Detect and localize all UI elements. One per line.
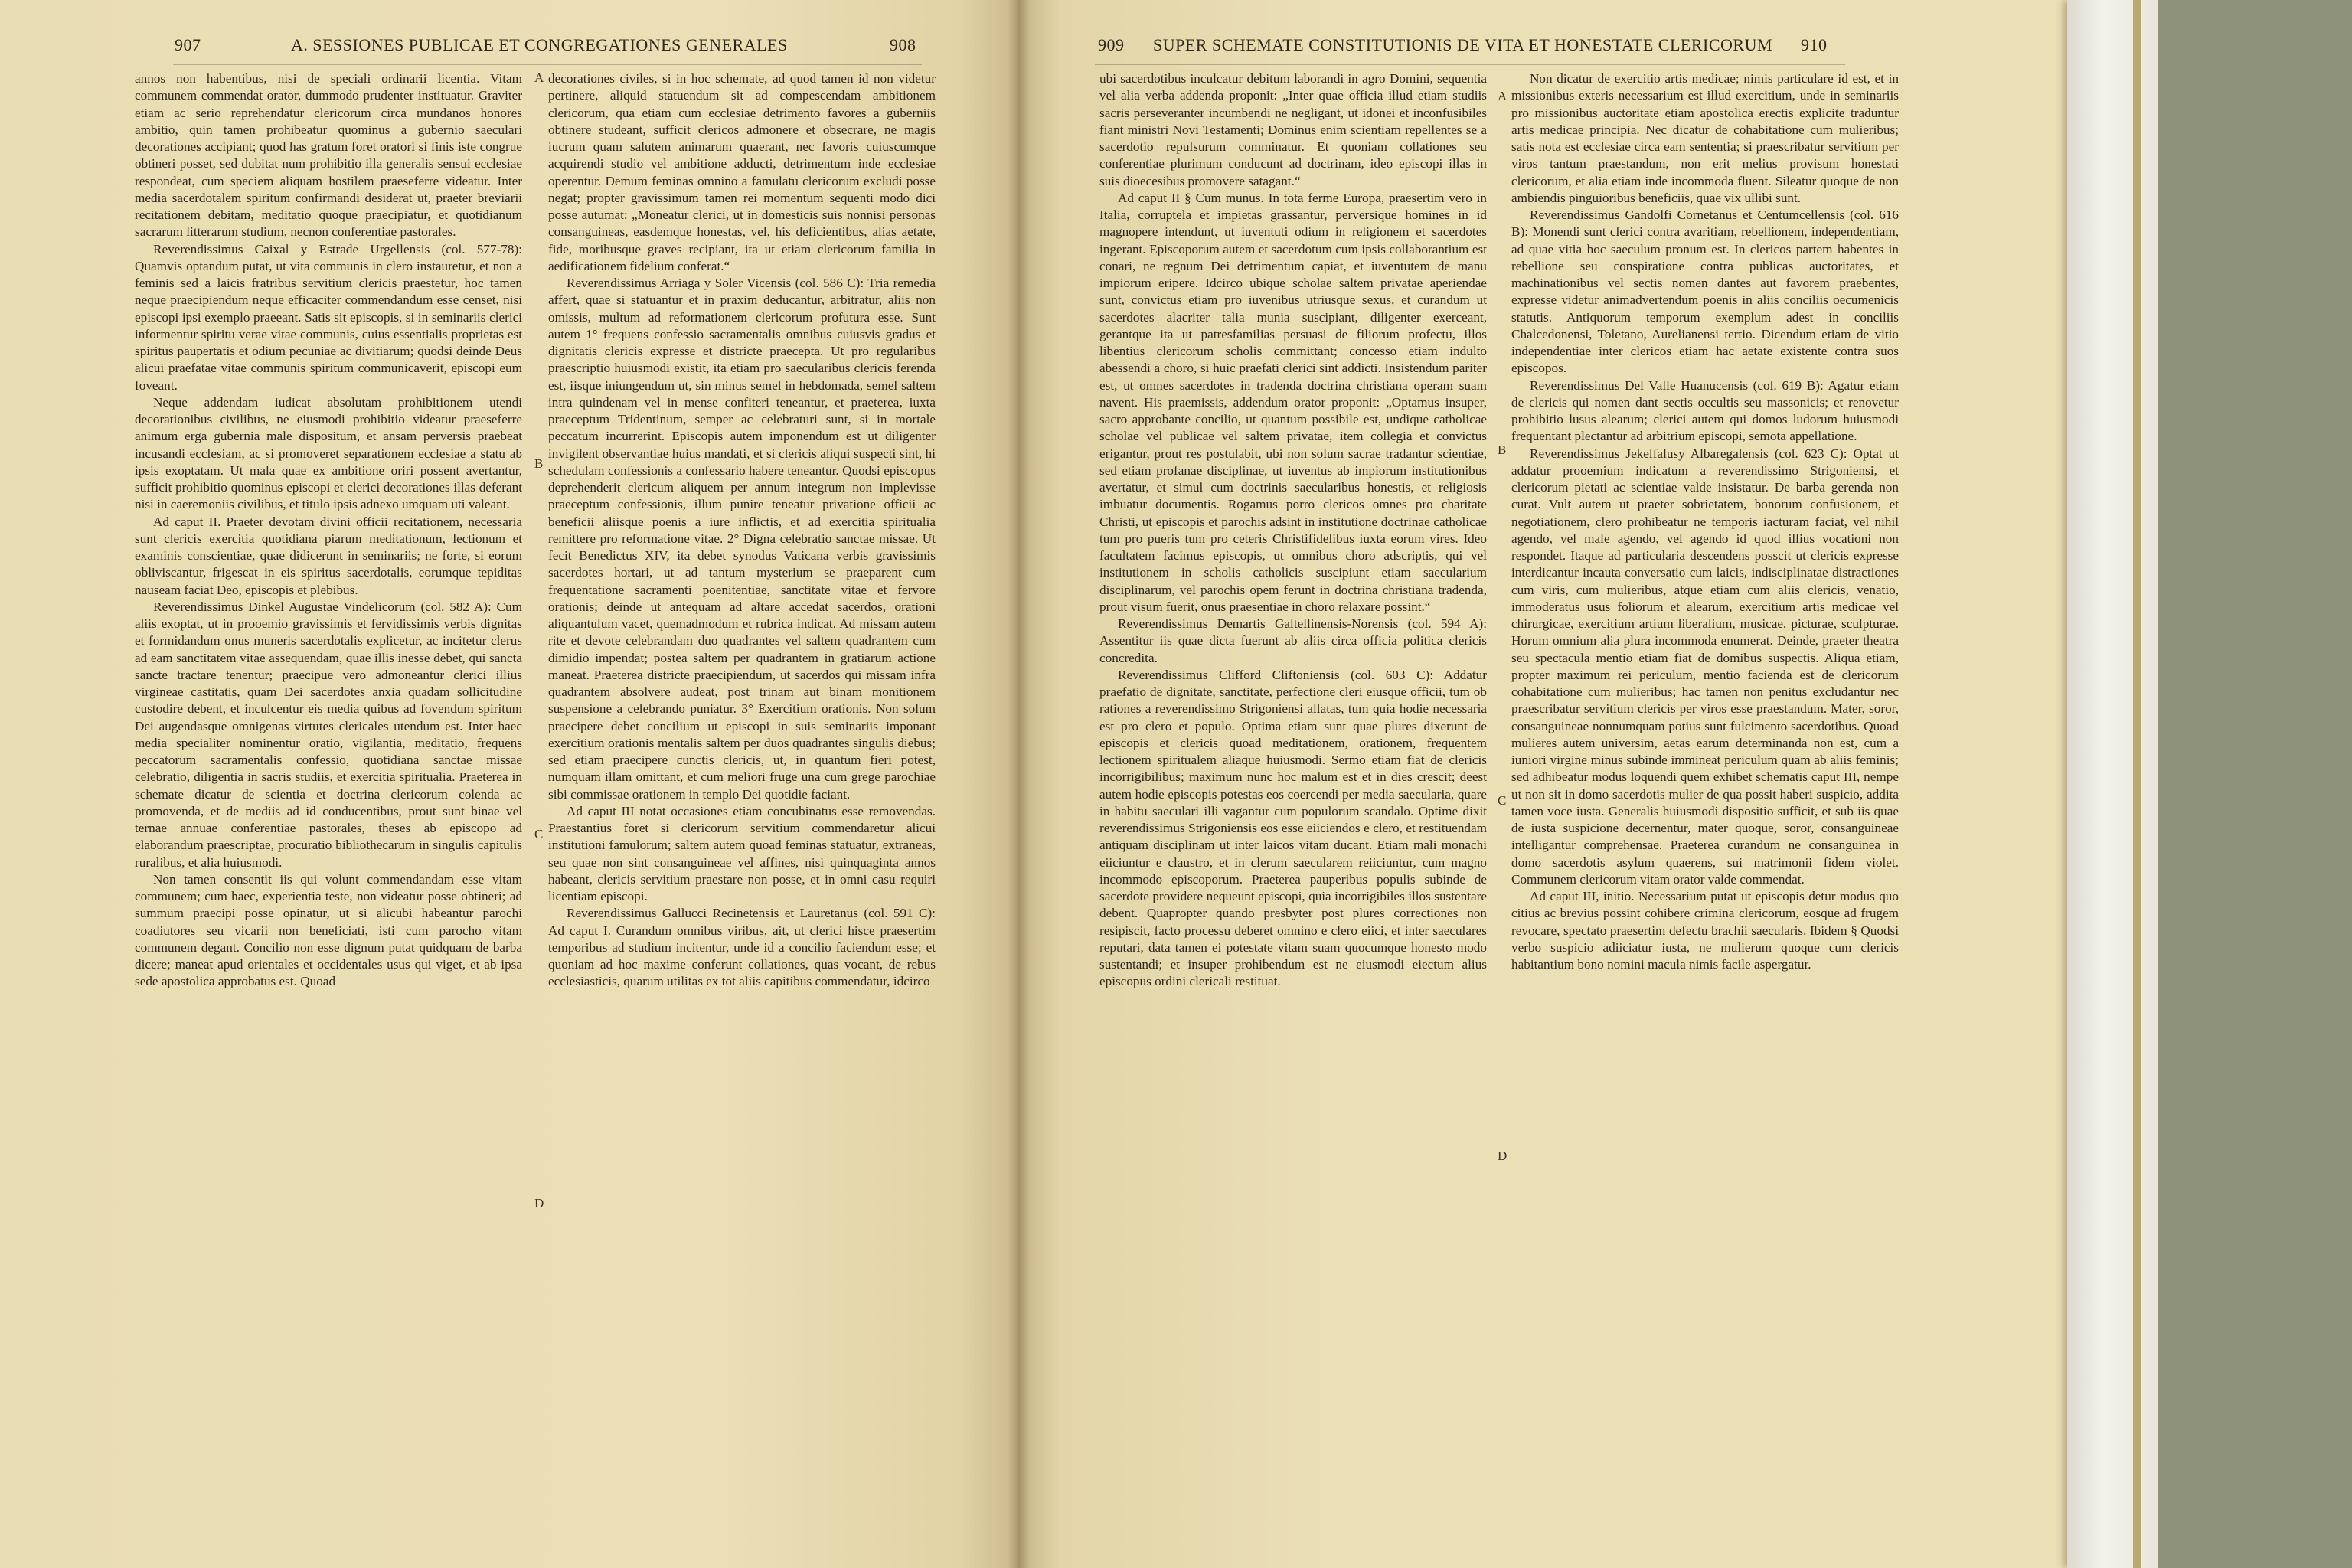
paragraph: decorationes civiles, si in hoc schemate, ad quod tamen id non videtur pertinere, aliquid statuendum sit ad compescendam ambitionem clericorum, qua etiam cum ecclesiae detrimento favores a guberniis obtinere studeant, sufficit clericos admonere et obsecrare, ne magis iucrum quam salutem animarum quaerant, nec favoris cuiuscumque acquirendi studio vel ambitione adducti, detrimentum inde ecclesiae operentur. Demum feminas omnino a famulatu clericorum excludi posse negat; propter gravissimum tamen rei momentum sequenti modo dici posse autumat: „Moneatur clerici, ut in domesticis suis nonnisi personas consanguineas, easdemque honestas, vel, his deficientibus, alias aetate, fide, moribusque graves recipiant, ita ut etiam clericorum familia in aedificationem fidelium conferat.“ — [548, 71, 936, 273]
margin-letter-c: C — [1498, 793, 1507, 808]
margin-letter-d: D — [534, 1196, 544, 1210]
paragraph: Reverendissimus Jekelfalusy Albaregalensis (col. 623 C): Optat ut addatur prooemium indicatum a reverendissimo Strigoniensi, et clericorum pietati ac scientiae valde insistatur. De barba gerenda non curat. Vult autem ut praeter sobrietatem, bonorum confusionem, et negotiationem, clero prohibeatur ne temporis iacturam faciat, vel nihil agendo, vel male agendo, vel agendo id quod illius vocationi non respondet. Itaque ad particularia descendens posscit ut clericis expresse interdicantur incauta conversatio cum laicis, indisciplinatae distractiones cum viris, cum mulieribus, atque etiam cum aliis clericis, venatio, immoderatus usus foliorum et alearum, exercitium artis medicae vel chirurgicae, exercitium artium liberalium, musicae, picturae, sculpturae. Horum omnium alia plura incommoda enumerat. Deinde, praeter theatra seu spectacula mentio etiam fiat de domibus suspectis. Aliqua etiam, propter maximum rei periculum, mentio facienda est de clericorum cohabitatione cum mulieribus; hac tamen non penitus excludantur nec praescribatur servitium clericis per viros esse praestandum. Mater, soror, consanguineae nonnumquam potius sunt fulcimento sacerdotibus. Quoad mulieres autem universim, aetas earum determinanda non est, cum a iuniori virgine minus subinde immineat periculum quam ab aliis feminis; sed adhibeatur modus loquendi quem exhibet schematis caput III, nempe ut non sit in domo sacerdotis mulier de qua possit haberi suspicio, addita tamen voce iusta. Generalis huiusmodi dispositio sufficit, et sub iis quae de iusta suspicione decernentur, mater quoque, soror, consanguineae intelligantur comprehensae. Praeterea curandum ne consanguinea in domo sacerdotis asylum quaerens, sui matrimonii fidem violet. Communem clericorum vitam orator valde commendat. — [1511, 446, 1899, 887]
right-column-2 — [1511, 70, 1899, 973]
paragraph: Reverendissimus Arriaga y Soler Vicensis (col. 586 C): Tria remedia affert, quae si statuantur et in praxim deducantur, arbitratur, aliis non omissis, multum ad reformationem clericorum profutura esse. Sunt autem 1° frequens confessio sacramentalis omnibus cuiusvis gradus et dignitatis clericis expresse et districte praecepta. Ut pro regularibus praescriptio huiusmodi existit, ita etiam pro saecularibus clericis ferenda est, iisque iniungendum ut, sin minus semel in hebdomada, semel saltem intra quindenam vel in mense confiteri teneantur, et praeterea, iuxta praeceptum Tridentinum, semper ac celebraturi sunt, si in mortale peccatum incurrerint. Episcopis autem imponendum est ut diligenter invigilent observantiae huius mandati, et si clericis aliqui suspecti sint, hi schedulam confessionis a confessario habere teneantur. Quodsi episcopus deprehenderit clericum aliquem per annum integrum non implevisse praeceptum confessionis, illum punire teneatur privatione officii ac beneficii aliisque poenis a iure inflictis, et ad exercitia spiritualia remittere pro reformatione vitae. 2° Digna celebratio sanctae missae. Ut fecit Benedictus XIV, ita debet synodus Vaticana verbis gravissimis sacerdotes hortari, ut ad tantum mysterium se praeparent cum frequentatione sacramenti poenitentiae, sanctitate vitae et fervore orationis; deinde ut antequam ad altare accedat sacerdos, orationi aliquantulum vacet, quemadmodum et rubrica indicat. Ad missam autem rite et devote celebrandam duo quadrantes vel saltem quadrantem cum dimidio impendat; postea saltem per quadrantem in gratiarum actione maneat. Praeterea districte praecipiendum, ut sacerdos qui missam infra quadrantem absolvere audeat, post trinam aut binam monitionem suspensione a celebrando puniatur. 3° Exercitium orationis. Non solum praecipere debet concilium ut episcopi in suis seminariis imponant exercitium orationis mentalis saltem per duos quadrantes singulis diebus; sed etiam praecipere cunctis clericis, ut, in quantum fieri potest, numquam illam omittant, et cum meliori fruge una cum grege parochiae sibi commissae orationem in templo Dei quotidie faciant. — [548, 276, 936, 802]
paragraph: Reverendissimus Clifford Cliftoniensis (col. 603 C): Addatur praefatio de dignitate, sanctitate, perfectione cleri eiusque officii, tum ob rationes a reverendissimo Strigoniensi allatas, tum quia hodie necessaria est pro clero et populo. Optima etiam sunt quae plures dixerunt de episcopis et clericis quoad meditationem, orationem, frequentem lectionem spiritualem aliaque huiusmodi. Sermo etiam fiat de clericis incorrigibilibus; maximum nunc hoc malum est et in dies crescit; deest autem hodie episcopis potestas eos coercendi per media saecularia, quare in habitu saeculari illi vagantur cum populorum scandalo. Optime dixit reverendissimus Strigoniensis eos esse eiiciendos e clero, et restituendam antiquam disciplinam ut inter laicos vitam ducant. Etiam mali monachi eiiciuntur e claustro, et in clerum saecularem reiiciuntur, cum magno incommodo episcoporum. Praeterea pauperibus populis subinde de sacerdote providere nequeunt episcopi, quia incorrigibiles illos sustentare debent. Quapropter quando presbyter post plures correctiones non resipiscit, facto processu deberet omnino e clero eiici, et inter saeculares reputari, data tamen ei potestate vitam suam quocumque honesto modo sustentandi; et insuper prohibendum est ne eiusmodi eiectum alius episcopus ordini clericali restituat. — [1099, 667, 1487, 989]
running-head-right — [1018, 35, 2067, 61]
binding-edge — [2133, 0, 2141, 1568]
margin-letter-a: A — [534, 70, 544, 85]
head-rule-left — [173, 64, 922, 65]
paragraph: Ad caput II. Praeter devotam divini officii recitationem, necessaria sunt clericis exercitia quotidiana piarum meditationum, lectionum et examinis conscientiae, quae didicerunt in seminariis; ne forte, si eorum obliviscantur, frigescat in eis spiritus sacerdotalis, eorumque tepiditas nauseam faciat Deo, episcopis et plebibus. — [135, 514, 522, 597]
left-column-2 — [548, 70, 936, 991]
paragraph: Reverendissimus Del Valle Huanucensis (col. 619 B): Agatur etiam de clericis qui nomen dant sectis occultis seu massonicis; et renovetur prohibitio lusus alearum; clerici autem qui domos ludorum huiusmodi frequentant plectantur ad arbitrium episcopi, semota appellatione. — [1511, 377, 1899, 444]
margin-letter-b: B — [1498, 443, 1507, 457]
running-head-left — [0, 35, 1018, 61]
paragraph: Reverendissimus Gallucci Recinetensis et Lauretanus (col. 591 C): Ad caput I. Curandum omnibus viribus, ait, ut clerici hisce praesertim temporibus ad studium incitentur, unde id a concilio faciendum esse; et quoniam ad hoc maxime conferunt collationes, quas vocant, de rebus ecclesiasticis, quarum utilitas ex tot aliis capitibus commendatur, idcirco — [548, 906, 936, 989]
left-column-1 — [135, 70, 522, 991]
paragraph: Ad caput III, initio. Necessarium putat ut episcopis detur modus quo citius ac brevius possint cohibere crimina clericorum, eosque ad frugem revocare, spectato praesertim defectu brachii saecularis. Ibidem § Quodsi verbo suspicio adiiciatur iusta, ne mulierum quoque cum clericis habitantium bono nomini macula nimis facile aspergatur. — [1511, 889, 1899, 972]
running-title-left: A. SESSIONES PUBLICAE ET CONGREGATIONES GENERALES — [291, 35, 788, 54]
running-title-right: SUPER SCHEMATE CONSTITUTIONIS DE VITA ET HONESTATE CLERICORUM — [1153, 35, 1773, 54]
paragraph: Ad caput II § Cum munus. In tota ferme Europa, praesertim vero in Italia, corruptela et impietas grassantur, perversique homines in id magnopere intendunt, ut iuventuti odium in religionem et sacerdotes ingerant. Episcoporum autem et sacerdotum cum ipsis collaborantium est conari, ne regnum Dei detrimentum capiat, et iuventutem de manu impiorum eripere. Idcirco ubique scholae saltem privatae aperiendae sunt, convictus etiam pro iuvenibus utriusque sexus, et curandum ut sacerdotes alacriter talia munia suscipiant, diligenter exerceant, gerantque ita ut patresfamilias persuasi de filiorum profectu, illos libentius clericorum scholis committant; concesso etiam indulto abessendi a choro, si huic praefati clerici sint addicti. Insistendum pariter est, ut omnes sacerdotes in tradenda doctrina christiana operam suam navent. His praemissis, addendum orator proponit: „Optamus insuper, sacro approbante concilio, ut quantum possibile est, undique catholicae scholae vel publicae vel saltem privatae, item collegia et convictus erigantur, prout res postulabit, ubi non solum sacrae tradantur scientiae, sed etiam profanae disciplinae, ut iuventus ab impiorum institutionibus avertatur, et simul cum doctrinis saecularibus honestis, et religiosis imbuatur documentis. Rogamus porro clericos omnes pro charitate Christi, ut episcopis et parochis adsint in institutione doctrinae catholicae tum pro pueris tum pro ceteris Christifidelibus iuxta eorum vires. Ideo facultatem facimus episcopis, ut omnibus choro adscriptis, qui vel institutionem in scholis catholicis suscipiunt etiam saecularium disciplinarum, vel parochis opem ferunt in doctrina christiana tradenda, prout visum fuerit, onus praesentiae in choro relaxare possint.“ — [1099, 190, 1487, 614]
paragraph: Non tamen consentit iis qui volunt commendandam esse vitam communem; cum haec, experientia teste, non videatur posse obtineri; ad summum praecipi posse opinatur, ut si alicubi habeantur parochi coadiutores seu vicarii non beneficiati, isti cum parocho vitam communem degant. Concilio non esse dignum putat quidquam de barba dicere; maneat apud orientales et occidentales usus qui viget, et ab ipsa sede apostolica approbatus est. Quoad — [135, 871, 522, 989]
paragraph: Neque addendam iudicat absolutam prohibitionem utendi decorationibus civilibus, ne eiusmodi prohibitio videatur praeseferre animum erga gubernia male dispositum, et ansam perversis praebeat incusandi ecclesiam, ac si promoveret separationem ecclesiae a statu ab ipsis exoptatam. Ut mala quae ex ambitione oriri possent avertantur, sufficit prohibitio quominus episcopi et clerici decorationes illas deferant nisi in caeremoniis civilibus, et titulo ipsis adnexo umquam uti valeant. — [135, 394, 522, 512]
margin-letter-a: A — [1498, 89, 1508, 103]
paragraph: Non dicatur de exercitio artis medicae; nimis particulare id est, et in missionibus exteris necessarium est illud exercitium, unde in seminariis pro missionibus auctoritate etiam apostolica erectis explicite traduntur artis medicae principia. Nec dicatur de cohabitatione cum mulieribus; satis nota est ecclesiae circa eam sententia; si praescribatur servitium per viros tantum praestandum, non erit melius provisum honestati clericorum, et alia etiam inde incommoda fluent. Sileatur quoque de non ambiendis pinguioribus beneficiis, quae vix ullibi sunt. — [1511, 71, 1899, 205]
book-cover-board — [2158, 0, 2352, 1568]
margin-letter-b: B — [534, 456, 544, 471]
page-number-907: 907 — [175, 35, 201, 54]
paragraph: annos non habentibus, nisi de speciali ordinarii licentia. Vitam communem commendat orator, dummodo prudenter instituatur. Graviter etiam ac serio reprehendatur clericorum circa mundanos honores ambitio, quin tamen prohibeatur quominus a gubernio saeculari decorationes accipiant; quod has gratum foret oratori si finis iste congrue obtineri posset, sed dubitat num prohibitio illa generalis sensui ecclesiae respondeat, cum speciem aliquam hostilem praeseferre videatur. Inter media sacerdotalem spiritum confirmandi desiderat ut, praeter breviarii recitationem debitam, meditatio quoque praecipiatur, et quotidianum sacrarum litterarum studium, necnon conferentiae pastorales. — [135, 71, 522, 240]
page-number-910: 910 — [1801, 35, 1828, 54]
paragraph: Reverendissimus Demartis Galtellinensis-Norensis (col. 594 A): Assentitur iis quae dicta fuerunt ab aliis circa officia politica clericis concredita. — [1099, 616, 1487, 665]
head-rule-right — [1095, 64, 1845, 65]
paragraph: Reverendissimus Caixal y Estrade Urgellensis (col. 577-78): Quamvis optandum putat, ut vita communis in clero instauretur, et non a feminis sed a laicis fratribus servitium clericis praestetur, hoc tamen neque praecipiendum neque efficaciter commendandum esse censet, nisi episcopi ipsi exemplo praeeant. Satis sit episcopis, si in seminariis clerici informentur spiritu verae vitae communis, cuius essentialis proprietas est spiritus paupertatis et odium pecuniae ac divitiarum; quodsi deinde Deus alicui praefatae vitae communis spiritum communicaverit, episcopi eum foveant. — [135, 241, 522, 393]
page-number-908: 908 — [890, 35, 916, 54]
right-column-1 — [1099, 70, 1487, 991]
margin-letter-d: D — [1498, 1148, 1508, 1163]
right-page — [1018, 0, 2067, 1568]
paragraph: ubi sacerdotibus inculcatur debitum laborandi in agro Domini, sequentia vel alia verba addenda proponit: „Inter quae officia illud etiam studiis sacris perseveranter incumbendi ne negligant, ut idonei et inconfusibiles fiant ministri Novi Testamenti; Dominus enim scientiam repellentes se a sacerdotio repulsurum comminatur. Et quoniam collationes seu conferentiae plurimum conducunt ad doctrinam, ideo episcopi illas in suis dioecesibus promovere satagant.“ — [1099, 71, 1487, 188]
book-gutter-shadow — [1008, 0, 1031, 1568]
paragraph: Ad caput III notat occasiones etiam concubinatus esse removendas. Praestantius foret si clericorum servitium commendaretur alicui institutioni famulorum; saltem autem quoad feminas statuatur, extraneas, seu quae non sint consanguineae vel affines, nisi quinquaginta annos habeant, clericis servitium praestare non posse, et in omni casu requiri licentiam episcopi. — [548, 803, 936, 903]
paragraph: Reverendissimus Gandolfi Cornetanus et Centumcellensis (col. 616 B): Monendi sunt clerici contra avaritiam, rebellionem, independentiam, ad quae vitia hoc saeculum pronum est. In clericos partem habentes in rebellione seu conspiratione contra publicas auctoritates, et machinationibus vel sectis nomen dantes aut favorem praebentes, expresse videtur animadvertendum poenis in aliis conciliis oecumenicis statutis. Antiquorum temporum exemplum adest in conciliis Chalcedonensi, Toletano, Aurelianensi tertio. Dicendum etiam de vitio independentiae inter clericos etiam hac aetate existente contra suos episcopos. — [1511, 207, 1899, 376]
left-page — [0, 0, 1018, 1568]
page-number-909: 909 — [1098, 35, 1125, 54]
paragraph: Reverendissimus Dinkel Augustae Vindelicorum (col. 582 A): Cum aliis exoptat, ut in prooemio gravissimis et fervidissimis verbis dignitas et formidandum onus muneris sacerdotalis explicetur, ac incitetur clerus ad eam sanctitatem vitae assequendam, quae illis inesse debet, qui sancta sancte tractare tenentur; praecipue vero admoneantur clerici illius virgineae castitatis, quam Dei sacerdotes anxia quadam sollicitudine custodire debent, et inculcentur eis media quibus ad fovendum spiritum Dei augendasque omnigenas virtutes clericales utendum est. Inter haec media specialiter nominentur oratio, vigilantia, meditatio, frequens peccatorum sacramentalis confessio, quotidiana sanctae missae celebratio, diligentia in sacris studiis, et exercitia spiritualia. Praeterea in schemate dicatur de scientia et doctrina clericorum colenda ac promovenda, et de mediis ad id conducentibus, prout sunt binae vel ternae annuae conferentiae pastorales, theses ab episcopo ad elaborandum praescriptae, procuratio bibliothecarum in singulis capitulis ruralibus, et alia huiusmodi. — [135, 599, 522, 870]
margin-letter-c: C — [534, 827, 544, 841]
flyleaf-paper — [2067, 0, 2158, 1568]
